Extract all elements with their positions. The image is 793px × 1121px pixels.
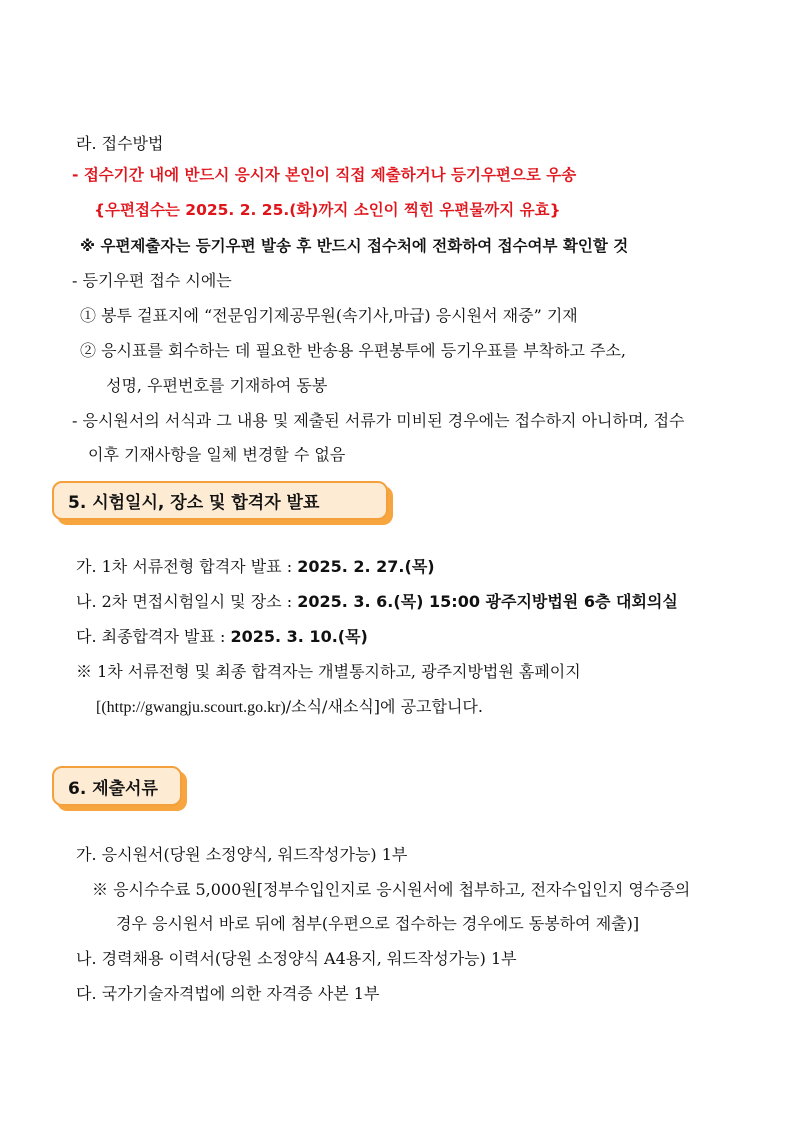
interview-schedule [76,591,678,613]
document-resume: 나. 경력채용 이력서(당원 소정양식 A4용지, 워드작성가능) 1부 [76,949,517,968]
notification-note-2 [96,696,483,719]
document-certificate: 다. 국가기술자격법에 의한 자격증 사본 1부 [76,984,380,1003]
interview-details: 2025. 3. 6.(목) 15:00 광주지방법원 6층 대회의실 [297,592,678,611]
fee-note-1: ※ 응시수수료 5,000원[정부수입인지로 응시원서에 첩부하고, 전자수입인지 영수증의 [92,880,691,899]
final-label: 다. 최종합격자 발표 : [76,627,231,646]
court-homepage-link[interactable]: [(http://gwangju.scourt.go.kr) [96,699,286,716]
mail-instruction-2b: 성명, 우편번호를 기재하여 동봉 [106,376,328,395]
first-round-date: 2025. 2. 27.(목) [297,557,435,576]
first-round-label: 가. 1차 서류전형 합격자 발표 : [76,557,298,576]
section-ra-title: 라. 접수방법 [76,134,164,153]
fee-note-2: 경우 응시원서 바로 뒤에 첨부(우편으로 접수하는 경우에도 동봉하여 제출)] [116,914,640,933]
notification-note-1: ※ 1차 서류전형 및 최종 합격자는 개별통지하고, 광주지방법원 홈페이지 [76,662,581,681]
mail-instruction-1: ① 봉투 겉표지에 “전문임기제공무원(속기사,마급) 응시원서 재중” 기재 [80,306,578,325]
submission-notice-line1: - 접수기간 내에 반드시 응시자 본인이 직접 제출하거나 등기우편으로 우송 [72,166,577,184]
application-note-1: - 응시원서의 서식과 그 내용 및 제출된 서류가 미비된 경우에는 접수하지 아니하며, 접수 [72,411,685,430]
final-announcement [76,626,368,648]
notification-note-2-rest: /소식/새소식]에 공고합니다. [285,697,483,716]
registered-mail-label: - 등기우편 접수 시에는 [72,271,232,290]
section-6-heading: 6. 제출서류 [52,766,182,806]
application-note-2: 이후 기재사항을 일체 변경할 수 없음 [88,445,346,464]
interview-label: 나. 2차 면접시험일시 및 장소 : [76,592,298,611]
first-round-announcement [76,556,435,578]
final-date: 2025. 3. 10.(목) [230,627,368,646]
mail-instruction-2a: ② 응시표를 회수하는 데 필요한 반송용 우편봉투에 등기우표를 부착하고 주소, [80,341,626,360]
document-application-form: 가. 응시원서(당원 소정양식, 워드작성가능) 1부 [76,845,408,864]
section-5-heading: 5. 시험일시, 장소 및 합격자 발표 [52,481,388,520]
mail-confirm-note: ※ 우편제출자는 등기우편 발송 후 반드시 접수처에 전화하여 접수여부 확인할 것 [80,237,629,255]
submission-notice-line2: {우편접수는 2025. 2. 25.(화)까지 소인이 찍힌 우편물까지 유효} [94,201,561,219]
